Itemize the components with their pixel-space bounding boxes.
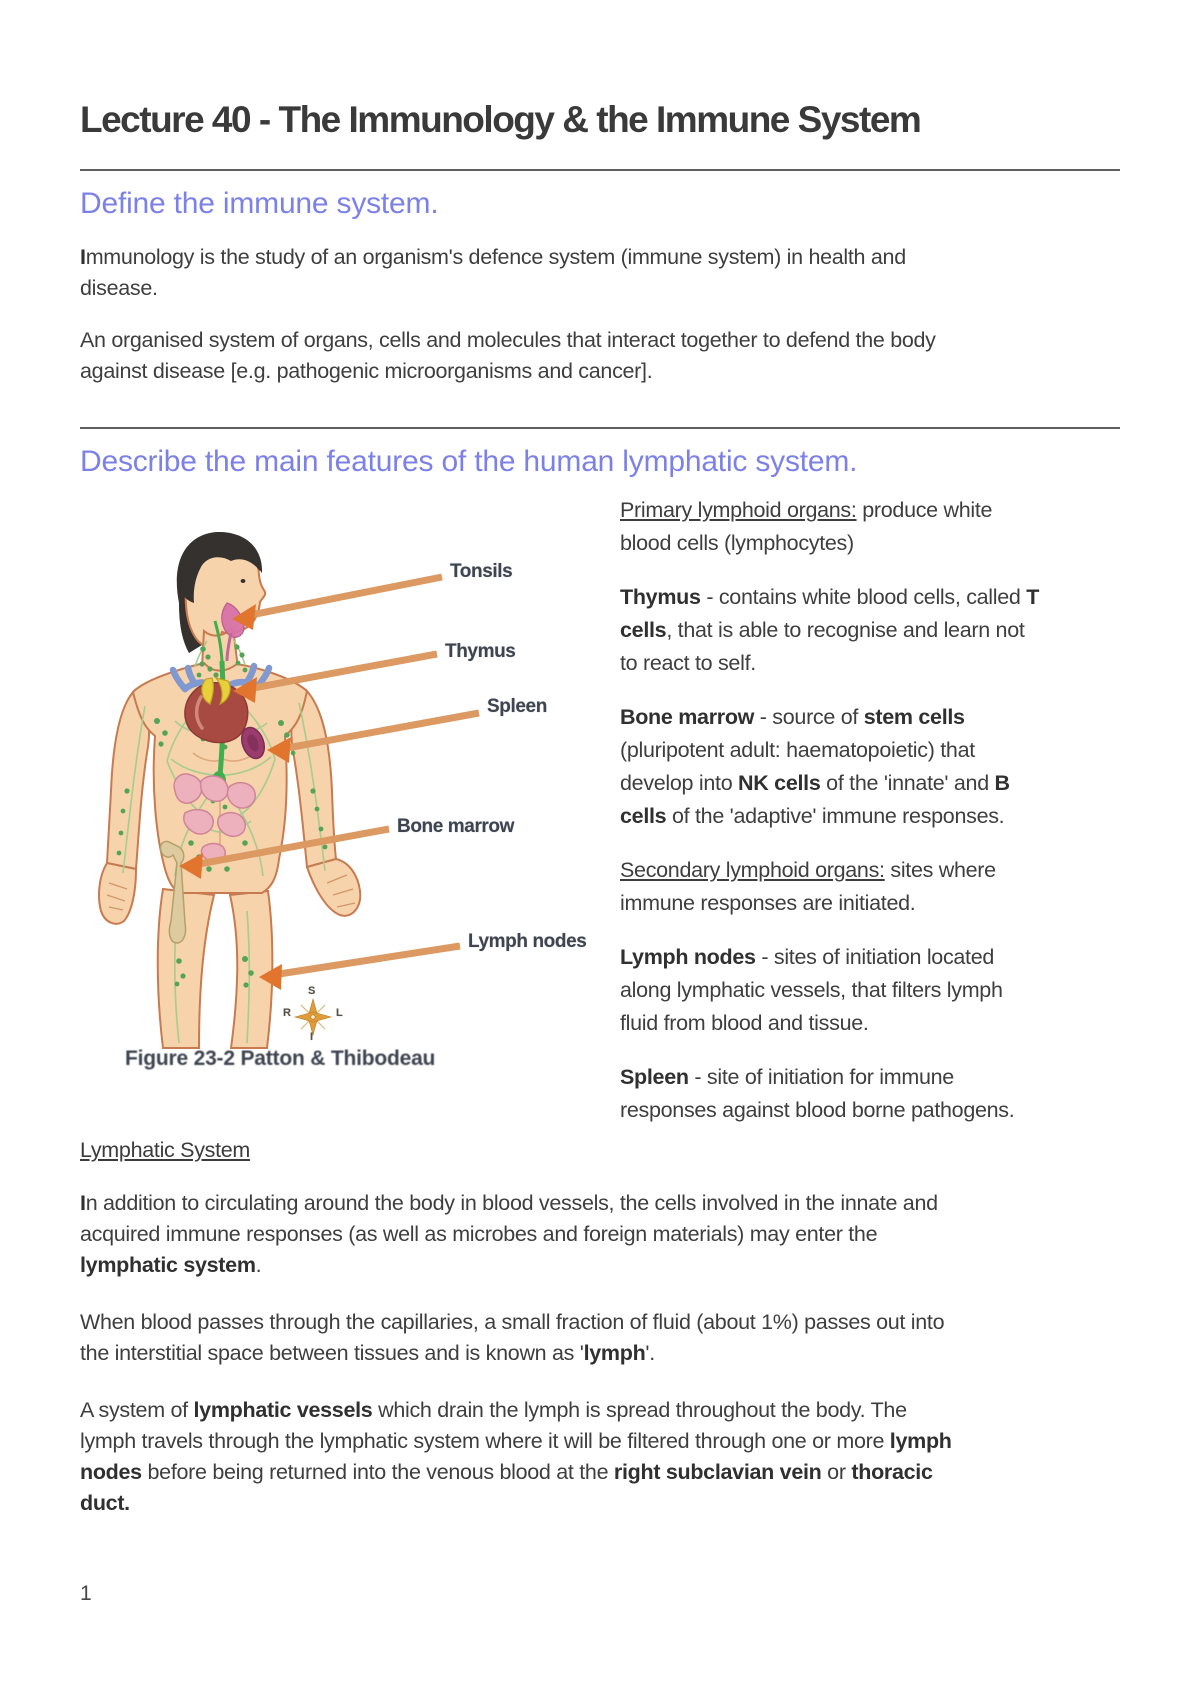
- figure-label-lymph-nodes: Lymph nodes: [468, 931, 587, 952]
- tonsils-arrow: [232, 577, 442, 630]
- figure-label-tonsils: Tonsils: [450, 561, 513, 582]
- figure-label-thymus: Thymus: [445, 641, 516, 662]
- section-divider: [80, 427, 1120, 429]
- eye: [241, 579, 246, 583]
- compass-left-label: L: [336, 1007, 343, 1019]
- figure-notes-column: [620, 494, 1039, 1148]
- right-leg: [230, 891, 272, 1048]
- lymphatic-system-paragraph-2: When blood passes through the capillaries, a small fraction of fluid (about 1%) passes out into the interstitial space between tissues and is known as 'lymph'.: [80, 1310, 945, 1365]
- thymus-paragraph: Thymus - contains white blood cells, called T cells, that is able to recognise and learn not to react to self.: [620, 585, 1040, 675]
- lymphatic-system-figure: [75, 491, 635, 1091]
- define-paragraph-1: Immunology is the study of an organism's defence system (immune system) in health and disease.: [80, 245, 906, 300]
- compass-superior-label: S: [308, 985, 316, 997]
- compass-right-label: R: [283, 1007, 291, 1019]
- lymphatic-system-paragraph-3: A system of lymphatic vessels which drain the lymph is spread throughout the body. The lymph travels through the lymphatic system where it will be filtered through one or more lymph nodes before being returned into the venous blood at the right subclavian vein or thoracic duct.: [80, 1398, 952, 1515]
- figure-label-bone-marrow: Bone marrow: [397, 816, 515, 837]
- left-hand: [99, 863, 136, 924]
- bone-marrow-paragraph: Bone marrow - source of stem cells (pluripotent adult: haematopoietic) that develop into NK cells of the 'innate' and B cells of the 'adaptive' immune responses.: [620, 705, 1010, 828]
- lymph-nodes-arrow: [259, 946, 460, 990]
- figure-label-spleen: Spleen: [487, 696, 547, 717]
- compass-rose: [295, 999, 331, 1035]
- page-number: 1: [80, 1582, 92, 1605]
- lymphatic-system-paragraph-1: In addition to circulating around the body in blood vessels, the cells involved in the innate and acquired immune responses (as well as microbes and foreign materials) may enter the lymphatic system.: [80, 1191, 938, 1277]
- figure-caption: Figure 23-2 Patton & Thibodeau: [125, 1047, 436, 1070]
- lymph-nodes-paragraph: Lymph nodes - sites of initiation located along lymphatic vessels, that filters lymph fluid from blood and tissue.: [620, 945, 1003, 1035]
- page-title: Lecture 40 - The Immunology & the Immune System: [80, 99, 921, 140]
- compass-inferior-label: I: [310, 1031, 314, 1043]
- secondary-lymphoid-paragraph: Secondary lymphoid organs: sites where immune responses are initiated.: [620, 858, 996, 915]
- primary-lymphoid-paragraph: Primary lymphoid organs: produce white blood cells (lymphocytes): [620, 498, 993, 555]
- figure-and-notes-row: [80, 491, 1120, 1122]
- define-heading: Define the immune system.: [80, 187, 439, 220]
- left-leg: [158, 889, 214, 1048]
- features-heading: Describe the main features of the human lymphatic system.: [80, 445, 858, 478]
- spleen-paragraph: Spleen - site of initiation for immune responses against blood borne pathogens.: [620, 1065, 1015, 1122]
- lymphatic-system-heading: Lymphatic System: [80, 1138, 251, 1162]
- section-divider: [80, 169, 1120, 171]
- define-paragraph-2: An organised system of organs, cells and molecules that interact together to defend the body against disease [e.g. pathogenic microorganisms and cancer].: [80, 328, 936, 383]
- body-illustration: [75, 491, 635, 1091]
- right-hand: [307, 859, 360, 916]
